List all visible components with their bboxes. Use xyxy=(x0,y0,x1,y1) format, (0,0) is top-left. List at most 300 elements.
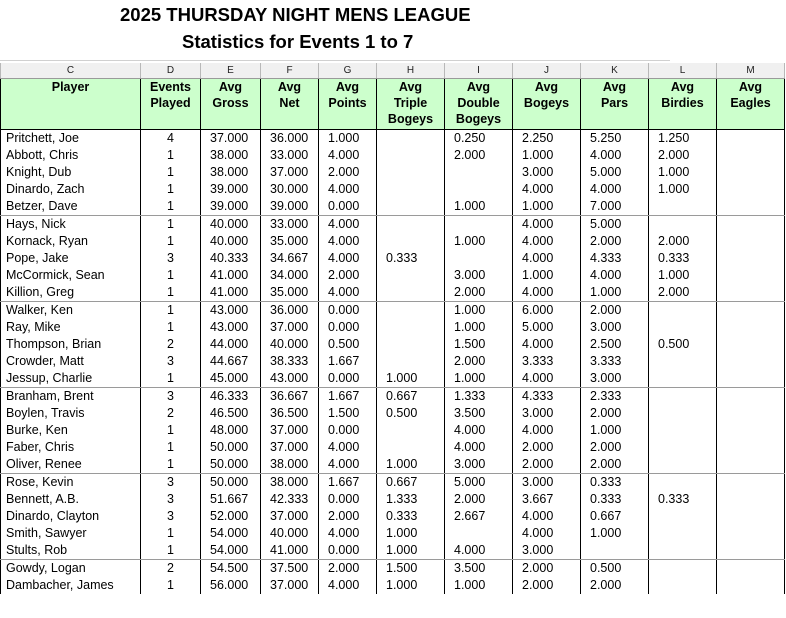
stat-cell: 1.250 xyxy=(649,130,717,148)
table-row xyxy=(1,542,785,560)
stat-cell: 0.000 xyxy=(319,422,377,439)
stat-cell xyxy=(445,216,513,234)
stat-cell: 4.000 xyxy=(513,250,581,267)
stat-cell xyxy=(377,302,445,320)
column-header: Avg Bogeys xyxy=(513,79,581,130)
stat-cell xyxy=(717,405,785,422)
report-subtitle: Statistics for Events 1 to 7 xyxy=(182,31,414,52)
stat-cell xyxy=(717,560,785,578)
player-name-cell: Dinardo, Clayton xyxy=(1,508,141,525)
stat-cell: 54.000 xyxy=(201,525,261,542)
stat-cell: 0.333 xyxy=(377,508,445,525)
stat-cell: 42.333 xyxy=(261,491,319,508)
stat-cell: 0.000 xyxy=(319,491,377,508)
column-letter[interactable]: E xyxy=(201,63,261,79)
stat-cell: 2.000 xyxy=(319,164,377,181)
table-row xyxy=(1,130,785,148)
stat-cell xyxy=(717,474,785,492)
player-name-cell: Burke, Ken xyxy=(1,422,141,439)
table-body xyxy=(1,130,785,595)
stat-cell: 50.000 xyxy=(201,439,261,456)
stat-cell: 4 xyxy=(141,130,201,148)
stat-cell: 3.333 xyxy=(513,353,581,370)
stat-cell xyxy=(445,525,513,542)
column-letter[interactable]: H xyxy=(377,63,445,79)
table-row xyxy=(1,456,785,474)
player-name-cell: Abbott, Chris xyxy=(1,147,141,164)
table-row xyxy=(1,491,785,508)
column-letter[interactable]: G xyxy=(319,63,377,79)
stat-cell xyxy=(717,216,785,234)
stat-cell: 4.000 xyxy=(319,181,377,198)
stat-cell xyxy=(717,542,785,560)
stat-cell: 0.667 xyxy=(377,474,445,492)
stat-cell: 1.667 xyxy=(319,388,377,406)
stat-cell: 2.667 xyxy=(445,508,513,525)
player-name-cell: Stults, Rob xyxy=(1,542,141,560)
stat-cell xyxy=(649,542,717,560)
stat-cell: 1.000 xyxy=(377,456,445,474)
stat-cell: 4.000 xyxy=(513,370,581,388)
column-header: Events Played xyxy=(141,79,201,130)
stat-cell: 5.000 xyxy=(581,164,649,181)
player-name-cell: Oliver, Renee xyxy=(1,456,141,474)
stat-cell: 0.333 xyxy=(649,491,717,508)
stat-cell: 1.000 xyxy=(649,164,717,181)
stat-cell xyxy=(377,353,445,370)
stat-cell: 2.000 xyxy=(319,508,377,525)
stat-cell xyxy=(377,198,445,216)
stat-cell: 2.000 xyxy=(581,577,649,594)
stat-cell: 41.000 xyxy=(261,542,319,560)
table-row xyxy=(1,370,785,388)
table-row xyxy=(1,439,785,456)
stat-cell: 35.000 xyxy=(261,284,319,302)
stat-cell: 1.333 xyxy=(445,388,513,406)
stat-cell: 37.000 xyxy=(261,319,319,336)
stat-cell: 1.000 xyxy=(513,267,581,284)
stat-cell: 40.000 xyxy=(261,336,319,353)
stat-cell: 1 xyxy=(141,439,201,456)
stat-cell: 2.000 xyxy=(581,439,649,456)
stat-cell: 40.000 xyxy=(201,216,261,234)
stat-cell: 4.000 xyxy=(445,439,513,456)
stat-cell xyxy=(649,439,717,456)
stat-cell: 4.333 xyxy=(513,388,581,406)
stat-cell: 4.000 xyxy=(513,508,581,525)
stat-cell: 1 xyxy=(141,422,201,439)
stat-cell: 1.000 xyxy=(377,577,445,594)
player-name-cell: Jessup, Charlie xyxy=(1,370,141,388)
stat-cell: 43.000 xyxy=(201,302,261,320)
table-row xyxy=(1,284,785,302)
player-name-cell: Thompson, Brian xyxy=(1,336,141,353)
stat-cell: 1 xyxy=(141,284,201,302)
stat-cell xyxy=(445,250,513,267)
stat-cell: 43.000 xyxy=(261,370,319,388)
stat-cell xyxy=(377,130,445,148)
stat-cell xyxy=(649,577,717,594)
stat-cell: 1.000 xyxy=(581,284,649,302)
table-row xyxy=(1,250,785,267)
stat-cell: 2.000 xyxy=(581,302,649,320)
stat-cell: 4.000 xyxy=(513,336,581,353)
stat-cell: 3 xyxy=(141,474,201,492)
stat-cell: 3 xyxy=(141,388,201,406)
player-name-cell: McCormick, Sean xyxy=(1,267,141,284)
stat-cell xyxy=(649,198,717,216)
stat-cell: 3 xyxy=(141,353,201,370)
column-header: Avg Net xyxy=(261,79,319,130)
stat-cell xyxy=(649,560,717,578)
table-row xyxy=(1,198,785,216)
table-row xyxy=(1,267,785,284)
player-name-cell: Knight, Dub xyxy=(1,164,141,181)
stat-cell: 1.000 xyxy=(649,267,717,284)
stat-cell: 36.500 xyxy=(261,405,319,422)
stat-cell: 38.000 xyxy=(261,474,319,492)
stat-cell: 4.000 xyxy=(319,250,377,267)
stat-cell: 1.000 xyxy=(445,319,513,336)
stat-cell xyxy=(649,474,717,492)
stat-cell: 4.333 xyxy=(581,250,649,267)
stat-cell: 2 xyxy=(141,560,201,578)
stat-cell: 37.000 xyxy=(201,130,261,148)
stat-cell: 38.000 xyxy=(261,456,319,474)
stat-cell: 1.000 xyxy=(445,198,513,216)
player-name-cell: Boylen, Travis xyxy=(1,405,141,422)
table-row xyxy=(1,508,785,525)
player-name-cell: Pritchett, Joe xyxy=(1,130,141,148)
stat-cell: 1 xyxy=(141,319,201,336)
stat-cell xyxy=(649,388,717,406)
stat-cell xyxy=(717,577,785,594)
stat-cell: 0.000 xyxy=(319,542,377,560)
stat-cell: 4.000 xyxy=(319,525,377,542)
stat-cell xyxy=(649,302,717,320)
stat-cell: 3.500 xyxy=(445,405,513,422)
column-letter[interactable]: F xyxy=(261,63,319,79)
stat-cell: 5.250 xyxy=(581,130,649,148)
stat-cell xyxy=(377,164,445,181)
table-row xyxy=(1,388,785,406)
stat-cell: 34.000 xyxy=(261,267,319,284)
column-letter[interactable]: M xyxy=(717,63,785,79)
stat-cell: 4.000 xyxy=(319,233,377,250)
stat-cell: 2.000 xyxy=(649,147,717,164)
stat-cell: 36.000 xyxy=(261,130,319,148)
stat-cell xyxy=(377,284,445,302)
column-header: Avg Triple Bogeys xyxy=(377,79,445,130)
stat-cell: 40.333 xyxy=(201,250,261,267)
player-name-cell: Rose, Kevin xyxy=(1,474,141,492)
stat-cell: 1.000 xyxy=(581,525,649,542)
stat-cell: 0.000 xyxy=(319,370,377,388)
stat-cell: 4.000 xyxy=(319,439,377,456)
stat-cell: 4.000 xyxy=(319,577,377,594)
stat-cell: 52.000 xyxy=(201,508,261,525)
stat-cell: 1.000 xyxy=(445,233,513,250)
stat-cell: 4.000 xyxy=(445,422,513,439)
stat-cell xyxy=(649,353,717,370)
stat-cell: 46.500 xyxy=(201,405,261,422)
stat-cell: 0.000 xyxy=(319,319,377,336)
stat-cell: 2.000 xyxy=(581,456,649,474)
stat-cell: 39.000 xyxy=(201,181,261,198)
stat-cell: 3.667 xyxy=(513,491,581,508)
stats-table xyxy=(0,63,785,594)
stat-cell: 0.250 xyxy=(445,130,513,148)
stat-cell: 1 xyxy=(141,164,201,181)
stat-cell: 4.000 xyxy=(319,456,377,474)
stat-cell xyxy=(581,542,649,560)
player-name-cell: Betzer, Dave xyxy=(1,198,141,216)
stat-cell: 44.667 xyxy=(201,353,261,370)
stat-cell: 4.000 xyxy=(513,233,581,250)
stat-cell: 3 xyxy=(141,508,201,525)
table-row xyxy=(1,181,785,198)
player-name-cell: Kornack, Ryan xyxy=(1,233,141,250)
table-row xyxy=(1,577,785,594)
player-name-cell: Smith, Sawyer xyxy=(1,525,141,542)
stat-cell xyxy=(445,164,513,181)
stat-cell: 56.000 xyxy=(201,577,261,594)
player-name-cell: Bennett, A.B. xyxy=(1,491,141,508)
stat-cell: 2.000 xyxy=(445,284,513,302)
stat-cell: 7.000 xyxy=(581,198,649,216)
stat-cell: 1 xyxy=(141,370,201,388)
stat-cell xyxy=(717,353,785,370)
table-row xyxy=(1,422,785,439)
stat-cell: 4.000 xyxy=(319,284,377,302)
column-header: Player xyxy=(1,79,141,130)
stat-cell: 3.000 xyxy=(581,319,649,336)
stat-cell xyxy=(717,181,785,198)
stat-cell xyxy=(717,302,785,320)
stat-cell xyxy=(377,233,445,250)
stat-cell: 1.000 xyxy=(513,198,581,216)
stat-cell xyxy=(717,456,785,474)
player-name-cell: Ray, Mike xyxy=(1,319,141,336)
stat-cell: 2.000 xyxy=(445,147,513,164)
stat-cell: 41.000 xyxy=(201,284,261,302)
stat-cell: 4.000 xyxy=(513,525,581,542)
stat-cell: 40.000 xyxy=(201,233,261,250)
stat-cell xyxy=(717,388,785,406)
stat-cell xyxy=(377,181,445,198)
stat-cell: 2.333 xyxy=(581,388,649,406)
stat-cell: 2.000 xyxy=(581,233,649,250)
stat-cell xyxy=(717,491,785,508)
player-name-cell: Dambacher, James xyxy=(1,577,141,594)
stat-cell xyxy=(377,336,445,353)
stat-cell: 0.667 xyxy=(581,508,649,525)
table-row xyxy=(1,405,785,422)
stat-cell: 37.500 xyxy=(261,560,319,578)
stat-cell: 37.000 xyxy=(261,439,319,456)
table-row xyxy=(1,525,785,542)
stat-cell xyxy=(717,267,785,284)
stat-cell: 2.250 xyxy=(513,130,581,148)
player-name-cell: Hays, Nick xyxy=(1,216,141,234)
stat-cell: 40.000 xyxy=(261,525,319,542)
stat-cell: 1.500 xyxy=(377,560,445,578)
stat-cell xyxy=(649,508,717,525)
column-letter[interactable]: D xyxy=(141,63,201,79)
stat-cell: 1.000 xyxy=(445,302,513,320)
stat-cell: 3.000 xyxy=(513,542,581,560)
stat-cell: 4.000 xyxy=(581,267,649,284)
stat-cell xyxy=(649,525,717,542)
stat-cell: 3.000 xyxy=(513,474,581,492)
table-row xyxy=(1,474,785,492)
stat-cell: 1 xyxy=(141,233,201,250)
table-row xyxy=(1,560,785,578)
stat-cell: 2.000 xyxy=(581,405,649,422)
stat-cell: 1 xyxy=(141,216,201,234)
stat-cell: 37.000 xyxy=(261,577,319,594)
stat-cell: 3.333 xyxy=(581,353,649,370)
table-row xyxy=(1,302,785,320)
stat-cell: 0.333 xyxy=(581,474,649,492)
table-row xyxy=(1,319,785,336)
player-name-cell: Crowder, Matt xyxy=(1,353,141,370)
stat-cell: 1 xyxy=(141,456,201,474)
stat-cell xyxy=(649,456,717,474)
stat-cell: 51.667 xyxy=(201,491,261,508)
stat-cell: 0.333 xyxy=(377,250,445,267)
stat-cell: 1.000 xyxy=(377,542,445,560)
table-row xyxy=(1,164,785,181)
report-title: 2025 THURSDAY NIGHT MENS LEAGUE xyxy=(120,4,471,25)
stat-cell: 4.000 xyxy=(513,422,581,439)
stat-cell xyxy=(717,250,785,267)
stat-cell xyxy=(717,319,785,336)
stat-cell: 6.000 xyxy=(513,302,581,320)
column-letter[interactable]: I xyxy=(445,63,513,79)
column-letter[interactable]: K xyxy=(581,63,649,79)
stat-cell: 1 xyxy=(141,302,201,320)
stat-cell: 33.000 xyxy=(261,216,319,234)
stat-cell xyxy=(649,422,717,439)
stat-cell: 50.000 xyxy=(201,456,261,474)
column-letter[interactable]: C xyxy=(1,63,141,79)
stat-cell: 30.000 xyxy=(261,181,319,198)
stat-cell: 0.500 xyxy=(581,560,649,578)
stat-cell: 1.000 xyxy=(319,130,377,148)
stat-cell: 2.000 xyxy=(649,284,717,302)
stat-cell: 3.000 xyxy=(445,456,513,474)
stat-cell xyxy=(649,370,717,388)
stat-cell: 2.500 xyxy=(581,336,649,353)
stat-cell: 1.500 xyxy=(319,405,377,422)
stat-cell: 0.500 xyxy=(649,336,717,353)
stat-cell: 43.000 xyxy=(201,319,261,336)
stat-cell: 1.000 xyxy=(513,147,581,164)
stat-cell xyxy=(717,284,785,302)
stat-cell xyxy=(717,147,785,164)
stat-cell: 2 xyxy=(141,405,201,422)
player-name-cell: Killion, Greg xyxy=(1,284,141,302)
stat-cell: 35.000 xyxy=(261,233,319,250)
stat-cell: 1.667 xyxy=(319,353,377,370)
stat-cell: 1.667 xyxy=(319,474,377,492)
table-row xyxy=(1,147,785,164)
stat-cell: 1 xyxy=(141,198,201,216)
stat-cell: 5.000 xyxy=(581,216,649,234)
stat-cell xyxy=(649,405,717,422)
stat-cell: 37.000 xyxy=(261,164,319,181)
column-letter[interactable]: J xyxy=(513,63,581,79)
stat-cell: 1.500 xyxy=(445,336,513,353)
stat-cell: 39.000 xyxy=(201,198,261,216)
stat-cell: 3.000 xyxy=(445,267,513,284)
stat-cell xyxy=(717,336,785,353)
stat-cell: 0.333 xyxy=(649,250,717,267)
stat-cell: 44.000 xyxy=(201,336,261,353)
stat-cell: 54.000 xyxy=(201,542,261,560)
stat-cell xyxy=(717,422,785,439)
stat-cell: 1.333 xyxy=(377,491,445,508)
stat-cell: 2 xyxy=(141,336,201,353)
stat-cell: 0.000 xyxy=(319,198,377,216)
stat-cell: 36.000 xyxy=(261,302,319,320)
stat-cell xyxy=(377,319,445,336)
table-row xyxy=(1,216,785,234)
header-row xyxy=(1,79,785,130)
stat-cell xyxy=(649,216,717,234)
stat-cell: 0.667 xyxy=(377,388,445,406)
stat-cell: 4.000 xyxy=(513,216,581,234)
stat-cell xyxy=(377,267,445,284)
stat-cell: 2.000 xyxy=(513,577,581,594)
player-name-cell: Walker, Ken xyxy=(1,302,141,320)
column-header: Avg Double Bogeys xyxy=(445,79,513,130)
column-letter[interactable]: L xyxy=(649,63,717,79)
stat-cell xyxy=(377,422,445,439)
stat-cell: 1.000 xyxy=(581,422,649,439)
player-name-cell: Branham, Brent xyxy=(1,388,141,406)
stat-cell: 3 xyxy=(141,491,201,508)
stat-cell: 1 xyxy=(141,525,201,542)
stat-cell xyxy=(717,439,785,456)
stat-cell: 0.500 xyxy=(319,336,377,353)
stat-cell: 3.000 xyxy=(581,370,649,388)
stat-cell: 34.667 xyxy=(261,250,319,267)
stat-cell: 0.333 xyxy=(581,491,649,508)
stat-cell: 1.000 xyxy=(377,370,445,388)
table-row xyxy=(1,233,785,250)
stat-cell: 3.500 xyxy=(445,560,513,578)
stat-cell: 2.000 xyxy=(319,267,377,284)
column-header: Avg Pars xyxy=(581,79,649,130)
stat-cell xyxy=(717,370,785,388)
stat-cell: 37.000 xyxy=(261,422,319,439)
stat-cell: 5.000 xyxy=(445,474,513,492)
stat-cell: 1 xyxy=(141,181,201,198)
stat-cell: 1.000 xyxy=(377,525,445,542)
stat-cell: 4.000 xyxy=(513,284,581,302)
stat-cell: 3.000 xyxy=(513,164,581,181)
stat-cell: 38.333 xyxy=(261,353,319,370)
stat-cell: 3 xyxy=(141,250,201,267)
title-area xyxy=(0,0,670,61)
stat-cell: 0.000 xyxy=(319,302,377,320)
stat-cell xyxy=(377,216,445,234)
column-header: Avg Birdies xyxy=(649,79,717,130)
stat-cell: 4.000 xyxy=(319,216,377,234)
stat-cell: 4.000 xyxy=(445,542,513,560)
